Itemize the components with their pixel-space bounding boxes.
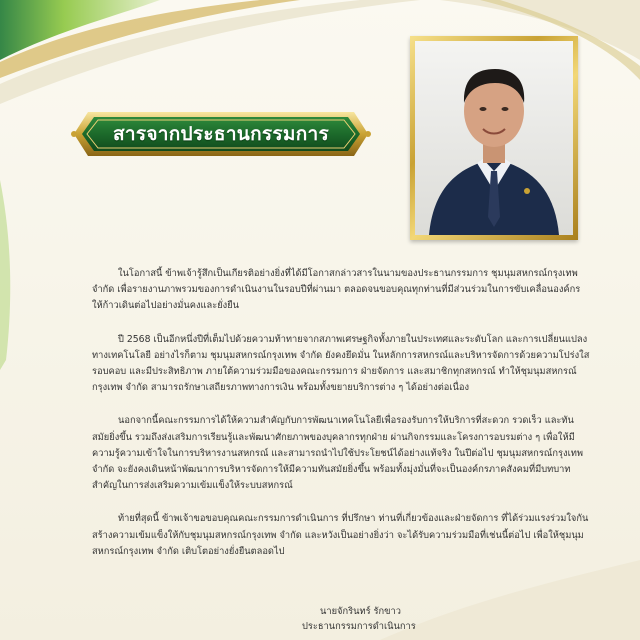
signatory-name: นายจักรินทร์ รักขาว xyxy=(320,606,401,617)
title-banner xyxy=(68,106,374,162)
letter-body xyxy=(92,266,590,577)
letter-paragraph: ปี 2568 เป็นอีกหนึ่งปีที่เต็มไปด้วยความท้าทายจากสภาพเศรษฐกิจทั้งภายในประเทศและระดับโลก และการเปลี่ยนแปลงทางเทคโนโลยี อย่างไรก็ตาม ชุมนุมสหกรณ์กรุงเทพ จำกัด ยังคงยึดมั่น ในหลักการสหกรณ์และบริหารจัดการด้วยความโปร่งใส รอบคอบ และมีประสิทธิภาพ ภายใต้ความร่วมมือของคณะกรรมการ ฝ่ายจัดการ และสมาชิกทุกสหกรณ์ ทำให้ชุมนุมสหกรณ์กรุงเทพ จำกัด สามารถรักษาเสถียรภาพทางการเงิน พร้อมทั้งขยายบริการต่าง ๆ ได้อย่างต่อเนื่อง xyxy=(92,333,590,394)
letter-paragraph: ท้ายที่สุดนี้ ข้าพเจ้าขอขอบคุณคณะกรรมการดำเนินการ ที่ปรึกษา ท่านที่เกี่ยวข้องและฝ่ายจัดการ ที่ได้ร่วมแรงร่วมใจกันสร้างความเข้มแข็งให้กับชุมนุมสหกรณ์กรุงเทพ จำกัด และหวังเป็นอย่างยิ่งว่า จะได้รับความร่วมมือที่เช่นนี้ต่อไป เพื่อให้ชุมนุมสหกรณ์กรุงเทพ จำกัด เติบโตอย่างยั่งยืนตลอดไป xyxy=(92,513,589,557)
portrait-icon xyxy=(415,41,573,235)
letter-paragraph: นอกจากนี้คณะกรรมการได้ให้ความสำคัญกับการพัฒนาเทคโนโลยีเพื่อรองรับการให้บริการที่สะดวก รวดเร็ว และทันสมัยยิ่งขึ้น รวมถึงส่งเสริมการเรียนรู้และพัฒนาศักยภาพของบุคลากรทุกฝ่าย ผ่านกิจกรรมและโครงการอบรมต่าง ๆ เพื่อให้มีความรู้ความเข้าใจในการบริหารงานสหกรณ์ และสามารถนำไปใช้ประโยชน์ได้อย่างแท้จริง ในปีต่อไป ชุมนุมสหกรณ์กรุงเทพ จำกัด จะยังคงเดินหน้าพัฒนาการบริหารจัดการให้มีความทันสมัยยิ่งขึ้น พร้อมทั้งมุ่งมั่นที่จะเป็นองค์กรภาคสังคมที่มีบทบาทสำคัญในการส่งเสริมความเข้มแข็งให้ระบบสหกรณ์ xyxy=(92,415,584,492)
letter-paragraph: ในโอกาสนี้ ข้าพเจ้ารู้สึกเป็นเกียรติอย่างยิ่งที่ได้มีโอกาสกล่าวสารในนามของประธานกรรมการ ชุมนุมสหกรณ์กรุงเทพ จำกัด เพื่อรายงานภาพรวมของการดำเนินงานในรอบปีที่ผ่านมา ตลอดจนขอบคุณทุกท่านที่มีส่วนร่วมในการขับเคลื่อนองค์กรให้ก้าวเดินต่อไปอย่างมั่นคงและยั่งยืน xyxy=(92,268,581,312)
portrait-photo xyxy=(415,41,573,235)
signature-block xyxy=(302,604,520,634)
page-title: สารจากประธานกรรมการ xyxy=(112,123,330,145)
signatory-position: ประธานกรรมการดำเนินการ xyxy=(302,621,416,632)
portrait-frame xyxy=(410,36,578,240)
header-area xyxy=(0,0,640,260)
